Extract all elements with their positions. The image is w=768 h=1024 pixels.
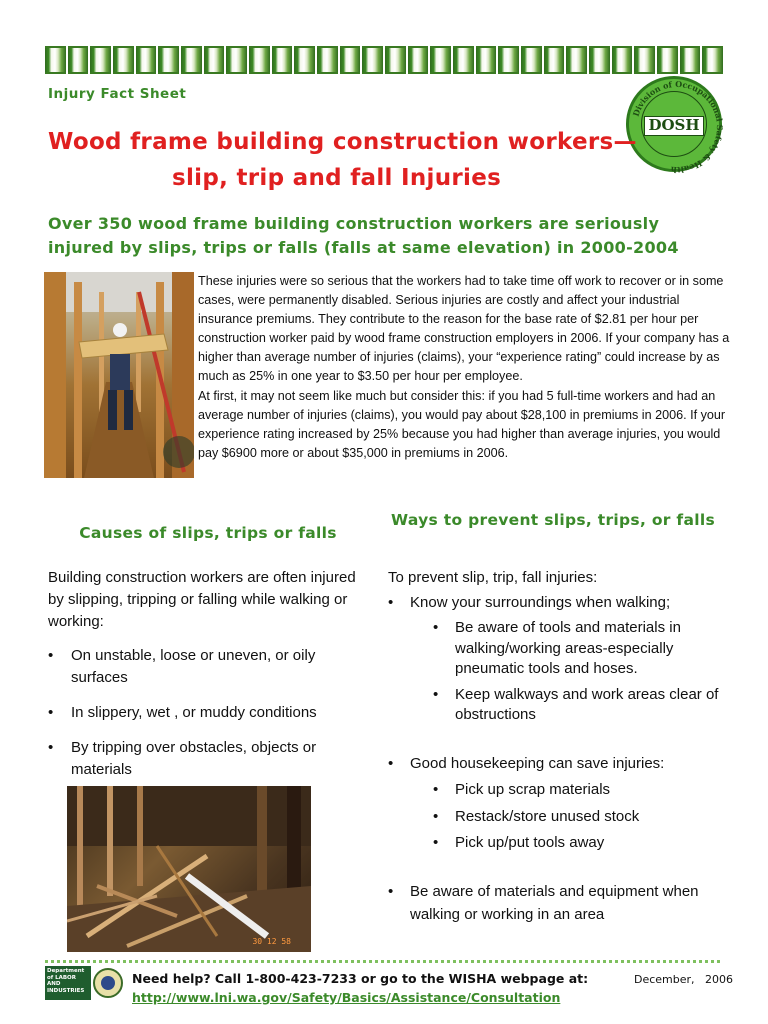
title-line-1: Wood frame building construction workers— bbox=[48, 129, 637, 155]
seal-arc-text: Division of Occupational Safety & Health bbox=[630, 79, 725, 175]
cluttered-site-illustration bbox=[67, 786, 311, 952]
prevent-subitem: • Keep walkways and work areas clear of obstructions bbox=[388, 685, 738, 726]
page-subtitle: Over 350 wood frame building construction workers are seriously injured by slips, trips or falls (falls at same elevation) in 2000-2004 bbox=[48, 214, 679, 257]
prevent-section bbox=[388, 568, 738, 926]
causes-lead: Building construction workers are often injured by slipping, tripping or falling while walking or working: bbox=[48, 569, 356, 630]
intro-paragraph-1: These injuries were so serious that the workers had to take time off work to recover or in some cases, were permanently disabled. Serious injuries are costly and affect your industrial insurance premiums. They contribute to the reason for the base rate of $2.81 per hour per construction worker paid by wood frame construction employers in 2006. If your company has a higher than average number of injuries (claims), your “experience rating” could increase by as much as 25% in one year to $3.50 per hour per employee. bbox=[198, 274, 730, 384]
causes-list-item: • On unstable, loose or uneven, or oily surfaces bbox=[48, 645, 368, 689]
prevent-heading: Ways to prevent slips, trips, or falls bbox=[391, 511, 715, 529]
footer-divider bbox=[45, 960, 720, 963]
causes-heading: Causes of slips, trips or falls bbox=[79, 524, 337, 542]
lni-logo-text: Department of LABOR AND INDUSTRIES bbox=[45, 966, 91, 1000]
help-text: Need help? Call 1-800-423-7233 or go to the WISHA webpage at: bbox=[132, 971, 589, 986]
causes-list-item: • In slippery, wet , or muddy conditions bbox=[48, 702, 368, 724]
causes-list bbox=[48, 645, 368, 781]
prevent-subitem: • Pick up scrap materials bbox=[388, 780, 738, 801]
prevent-subitem: • Pick up/put tools away bbox=[388, 833, 738, 854]
prevent-lead: To prevent slip, trip, fall injuries: bbox=[388, 569, 598, 586]
lni-logo bbox=[45, 966, 123, 1000]
state-seal-icon bbox=[93, 968, 123, 998]
header-banner bbox=[45, 46, 723, 74]
photo-cluttered-site bbox=[67, 786, 311, 952]
prevent-item-awareness: • Be aware of materials and equipment when walking or working in an area bbox=[388, 880, 738, 926]
wisha-webpage-link[interactable]: http://www.lni.wa.gov/Safety/Basics/Assistance/Consultation bbox=[132, 990, 561, 1005]
causes-list-item: • By tripping over obstacles, objects or materials bbox=[48, 737, 368, 781]
seal-label: DOSH bbox=[644, 116, 704, 136]
intro-text bbox=[198, 272, 736, 463]
causes-section bbox=[48, 567, 368, 794]
worker-photo-illustration bbox=[44, 272, 194, 478]
photo-date-stamp: 30 12 58 bbox=[252, 937, 291, 946]
page-title bbox=[48, 124, 648, 196]
photo-worker-carrying-lumber bbox=[44, 272, 194, 478]
publication-date: December, 2006 bbox=[634, 973, 734, 986]
intro-paragraph-2: At first, it may not seem like much but consider this: if you had 5 full-time workers and had an average number of injuries (claims), you would pay about $28,100 in premiums in 2006. If your experience rating increased by 25% because you had higher than average injuries, you would pay $6900 more or about $35,000 in premiums in 2006. bbox=[198, 388, 726, 460]
title-line-2: slip, trip and fall Injuries bbox=[172, 165, 502, 191]
prevent-item-housekeeping: • Good housekeeping can save injuries: bbox=[388, 754, 738, 775]
prevent-subitem: • Be aware of tools and materials in walking/working areas-especially pneumatic tools and hoses. bbox=[388, 618, 738, 680]
prevent-item-surroundings: • Know your surroundings when walking; bbox=[388, 593, 738, 614]
document-type-label: Injury Fact Sheet bbox=[48, 86, 187, 102]
prevent-subitem: • Restack/store unused stock bbox=[388, 807, 738, 828]
